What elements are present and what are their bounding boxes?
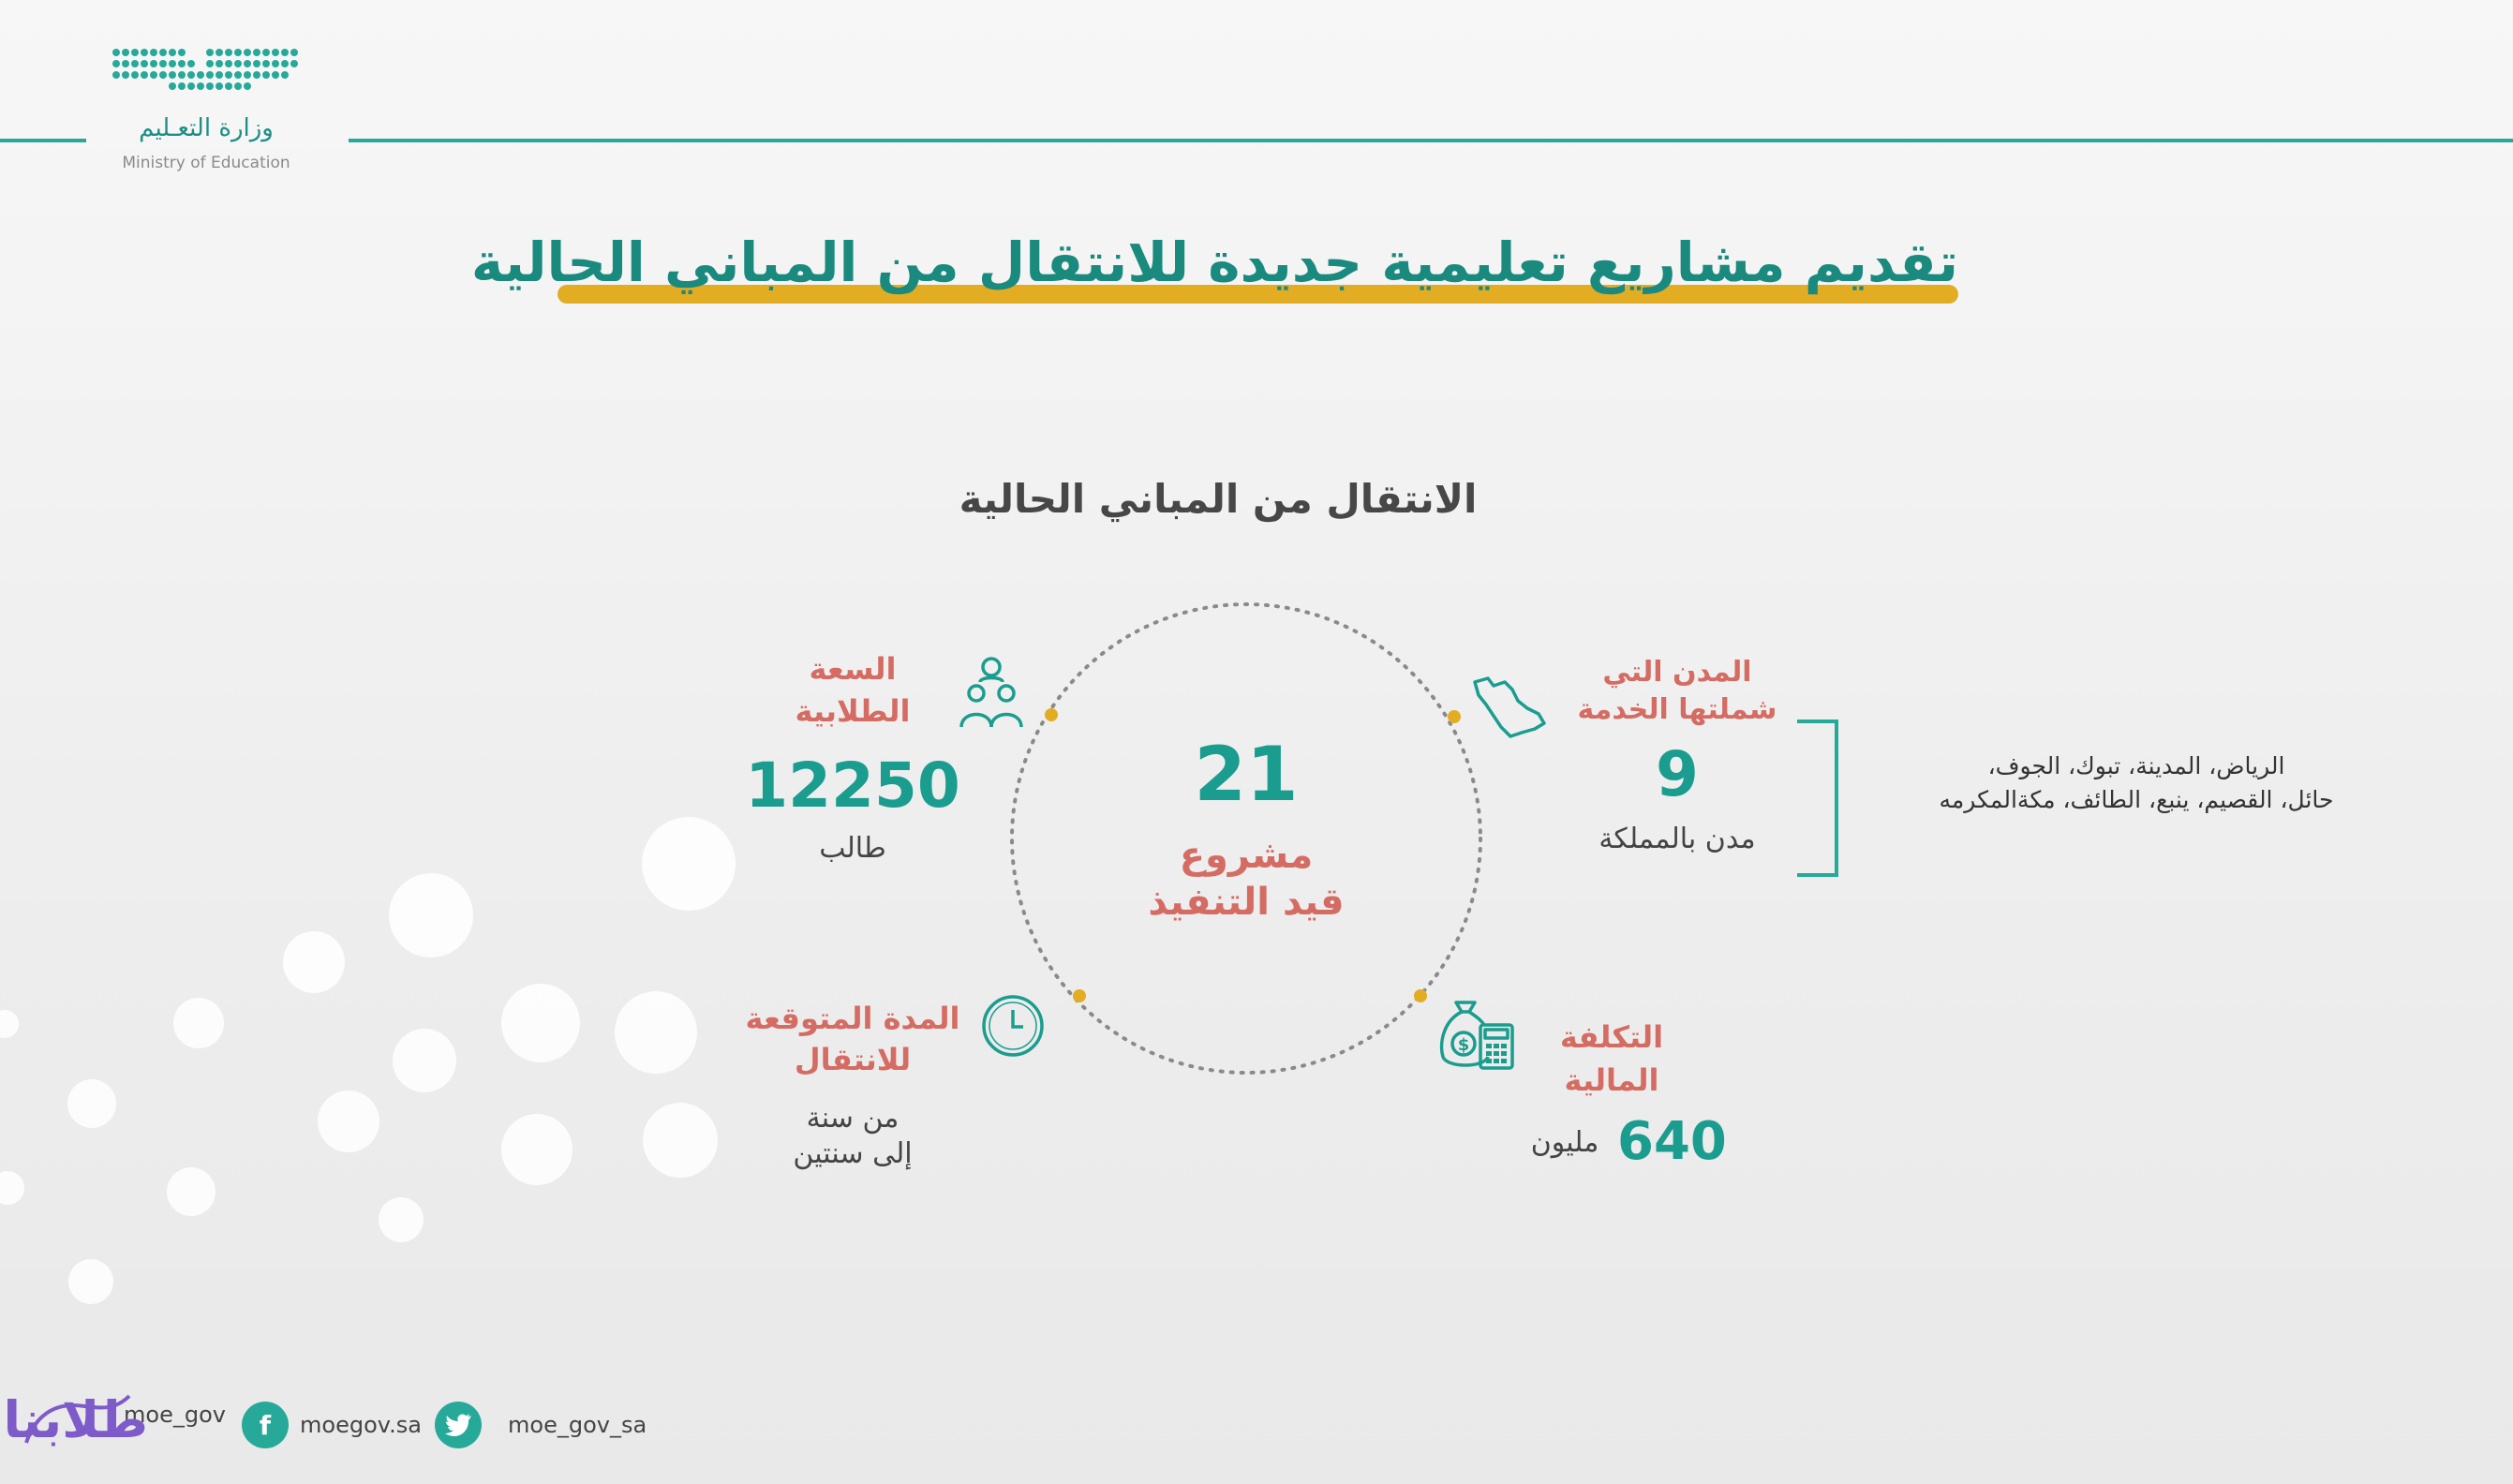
ministry-logo: [112, 47, 394, 183]
cost-unit: مليون: [1530, 1126, 1599, 1159]
twitter-icon[interactable]: [435, 1402, 482, 1448]
cities-list-line2: حائل، القصيم، ينبع، الطائف، مكةالمكرمه: [1939, 786, 2334, 813]
duration-value-line1: من سنة: [806, 1102, 900, 1135]
cities-label-line1: المدن التي: [1602, 656, 1752, 689]
circle-marker-dot: [1448, 710, 1461, 723]
header-line-right: [349, 139, 2513, 142]
cost-label-line1: التكلفة: [1559, 1019, 1664, 1055]
cost-value: 640: [1617, 1111, 1727, 1172]
section-subtitle: الانتقال من المباني الحالية: [959, 476, 1478, 522]
capacity-unit: طالب: [819, 832, 886, 865]
instagram-handle[interactable]: moe_gov: [124, 1402, 226, 1428]
facebook-handle[interactable]: moegov.sa: [300, 1412, 422, 1438]
cities-count: 9: [1656, 738, 1699, 810]
twitter-handle[interactable]: moe_gov_sa: [508, 1412, 647, 1438]
header-line-left: [0, 139, 86, 142]
circle-marker-dot: [1073, 989, 1086, 1002]
projects-count: 21: [1194, 731, 1299, 818]
circle-marker-dot: [1414, 989, 1427, 1002]
svg-text:$: $: [1457, 1035, 1470, 1055]
projects-label: مشروع: [1179, 834, 1314, 877]
cities-list-line1: الرياض، المدينة، تبوك، الجوف،: [1987, 752, 2285, 779]
main-title-block: [470, 229, 1958, 304]
social-facebook[interactable]: [242, 1402, 422, 1448]
duration-label-line1: المدة المتوقعة: [745, 1001, 960, 1036]
corner-watermark-logo: [3, 1377, 148, 1462]
moe-dots-logo-icon: [112, 47, 300, 105]
circle-marker-dot: [1045, 708, 1058, 721]
cities-bracket: [1797, 720, 1838, 877]
logo-english-text: Ministry of Education: [122, 154, 290, 172]
logo-arabic-text: وزارة التعـليم: [139, 114, 274, 142]
cities-list: [1865, 749, 2408, 817]
duration-label-line2: للانتقال: [794, 1042, 912, 1077]
capacity-value: 12250: [745, 749, 960, 822]
cities-unit: مدن بالمملكة: [1599, 823, 1756, 855]
facebook-icon[interactable]: f: [242, 1402, 289, 1448]
corner-logo-text: طلابنا: [3, 1390, 148, 1449]
cost-label-line2: المالية: [1564, 1062, 1659, 1098]
projects-status: قيد التنفيذ: [1148, 881, 1345, 924]
cities-label-line2: شملتها الخدمة: [1577, 693, 1777, 726]
duration-value-line2: إلى سنتين: [793, 1137, 913, 1170]
capacity-label-line1: السعة: [809, 651, 897, 687]
page-title: تقديم مشاريع تعليمية جديدة للانتقال من المباني الحالية: [470, 230, 1958, 294]
capacity-label-line2: الطلابية: [795, 693, 911, 729]
social-twitter[interactable]: [435, 1402, 647, 1448]
